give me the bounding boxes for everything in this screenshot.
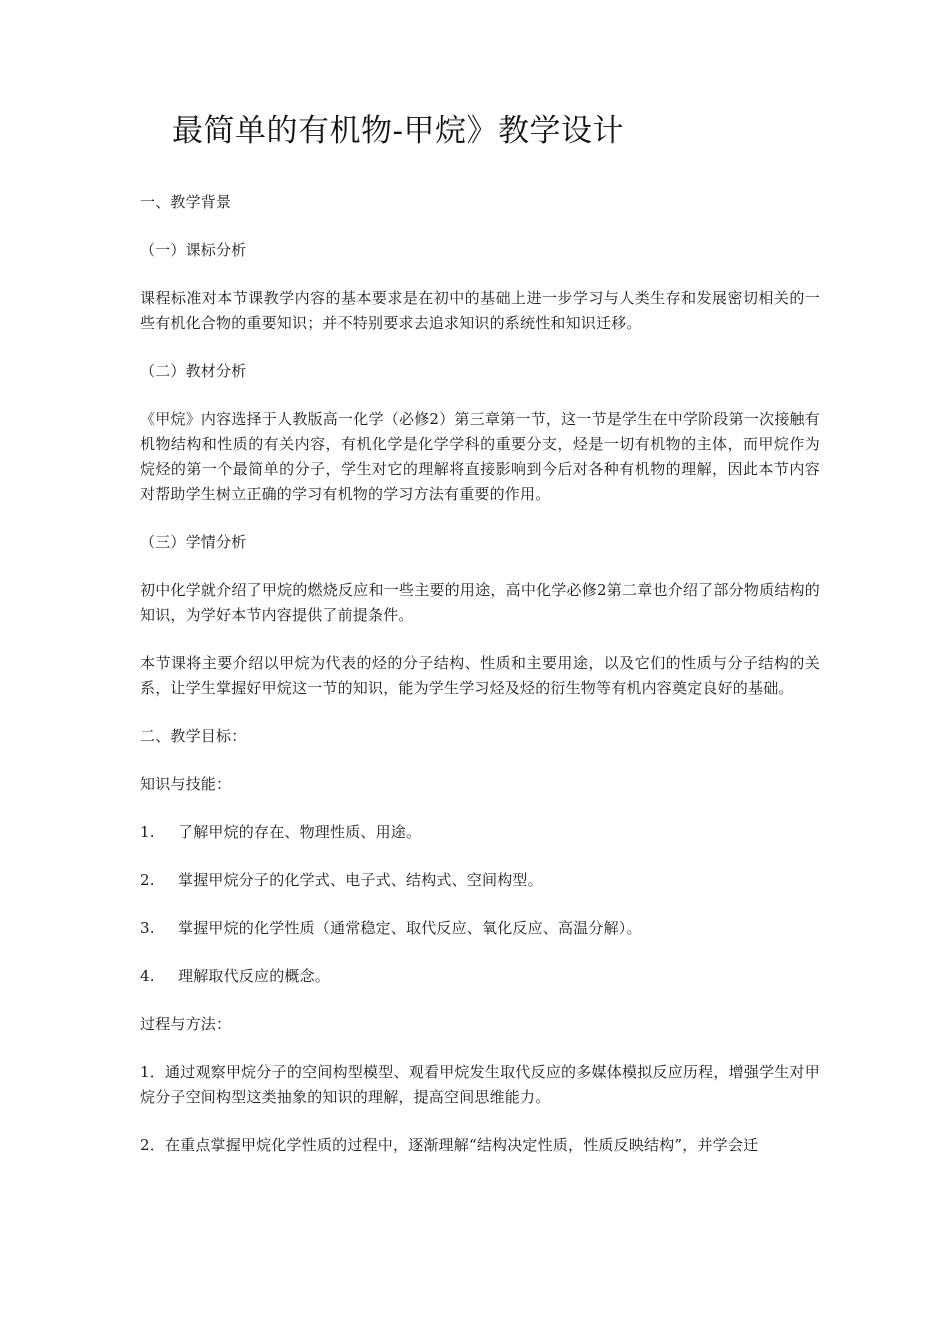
list-item-number: 1.: [140, 823, 155, 841]
section-heading-objectives: 二、教学目标：: [140, 727, 247, 745]
list-item-text: 了解甲烷的存在、物理性质、用途。: [178, 823, 422, 841]
section-heading-background: 一、教学背景: [140, 193, 232, 211]
list-item-number: 2.: [140, 871, 155, 889]
paragraph-students-1: 初中化学就介绍了甲烷的燃烧反应和一些主要的用途，高中化学必修2第二章也介绍了部分物质结构的知识，为学好本节内容提供了前提条件。: [140, 581, 820, 624]
list-item: [140, 916, 820, 941]
list-item: [140, 820, 820, 845]
list-item-number: 4.: [140, 967, 155, 985]
process-item-1: 1．通过观察甲烷分子的空间构型模型、观看甲烷发生取代反应的多媒体模拟反应历程，增强学生对甲烷分子空间构型这类抽象的知识的理解，提高空间思维能力。: [140, 1063, 820, 1106]
list-item-text: 掌握甲烷的化学性质（通常稳定、取代反应、氧化反应、高温分解）。: [178, 919, 642, 937]
subsection-heading-curriculum: （一）课标分析: [140, 241, 247, 259]
list-item: [140, 964, 820, 989]
paragraph-textbook: 《甲烷》内容选择于人教版高一化学（必修2）第三章第一节，这一节是学生在中学阶段第一次接触有机物结构和性质的有关内容，有机化学是化学学科的重要分支，烃是一切有机物的主体，而甲烷作为烷烃的第一个最简单的分子，学生对它的理解将直接影响到今后对各种有机物的理解，因此本节内容对帮助学生树立正确的学习有机物的学习方法有重要的作用。: [140, 410, 820, 503]
paragraph-students-2: 本节课将主要介绍以甲烷为代表的烃的分子结构、性质和主要用途，以及它们的性质与分子结构的关系，让学生掌握好甲烷这一节的知识，能为学生学习烃及烃的衍生物等有机内容奠定良好的基础。: [140, 654, 820, 697]
process-item-2: 2．在重点掌握甲烷化学性质的过程中，逐渐理解“结构决定性质，性质反映结构”，并学会迁: [140, 1136, 759, 1154]
process-heading: 过程与方法：: [140, 1015, 232, 1033]
document-title: 最简单的有机物-甲烷》教学设计: [172, 113, 624, 149]
paragraph-curriculum: 课程标准对本节课教学内容的基本要求是在初中的基础上进一步学习与人类生存和发展密切相关的一些有机化合物的重要知识；并不特别要求去追求知识的系统性和知识迁移。: [140, 289, 820, 332]
knowledge-heading: 知识与技能：: [140, 775, 232, 793]
list-item-text: 理解取代反应的概念。: [178, 967, 331, 985]
document-body: [140, 190, 820, 1181]
list-item-text: 掌握甲烷分子的化学式、电子式、结构式、空间构型。: [178, 871, 543, 889]
subsection-heading-textbook: （二）教材分析: [140, 362, 247, 380]
subsection-heading-students: （三）学情分析: [140, 533, 247, 551]
list-item-number: 3.: [140, 919, 155, 937]
list-item: [140, 868, 820, 893]
